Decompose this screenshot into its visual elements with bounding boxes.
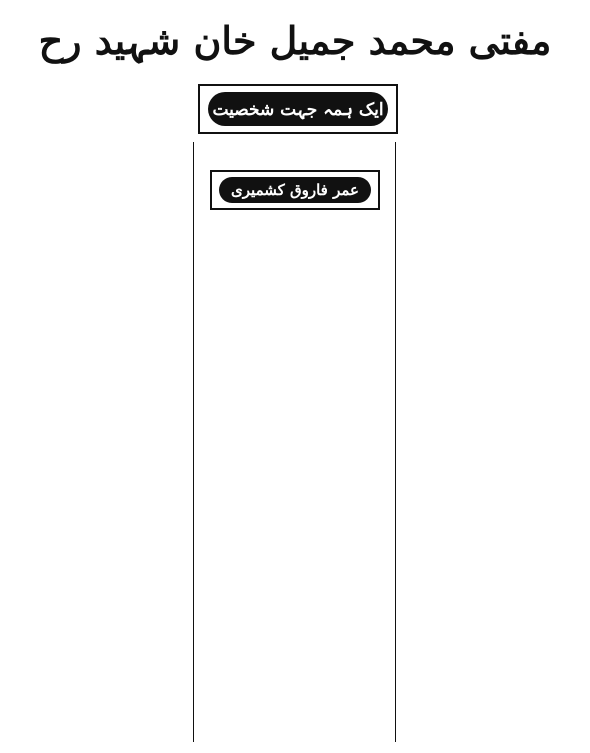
subtitle-text: ایک ہمہ جہت شخصیت (208, 92, 388, 126)
paragraph (206, 140, 384, 162)
paragraph (8, 140, 182, 162)
subtitle-banner (198, 84, 398, 134)
column-middle (200, 140, 390, 745)
column-left (8, 140, 188, 745)
article-title: مفتی محمد جمیل خان شہید رح (38, 18, 552, 63)
paragraph (206, 218, 384, 240)
author-name: عمر فاروق کشمیری (219, 177, 371, 203)
byline-box (210, 170, 380, 210)
paragraph (408, 140, 582, 162)
column-divider (395, 142, 396, 742)
column-divider (193, 142, 194, 742)
article-columns (8, 140, 582, 745)
column-right (402, 140, 582, 745)
masthead (0, 6, 590, 76)
